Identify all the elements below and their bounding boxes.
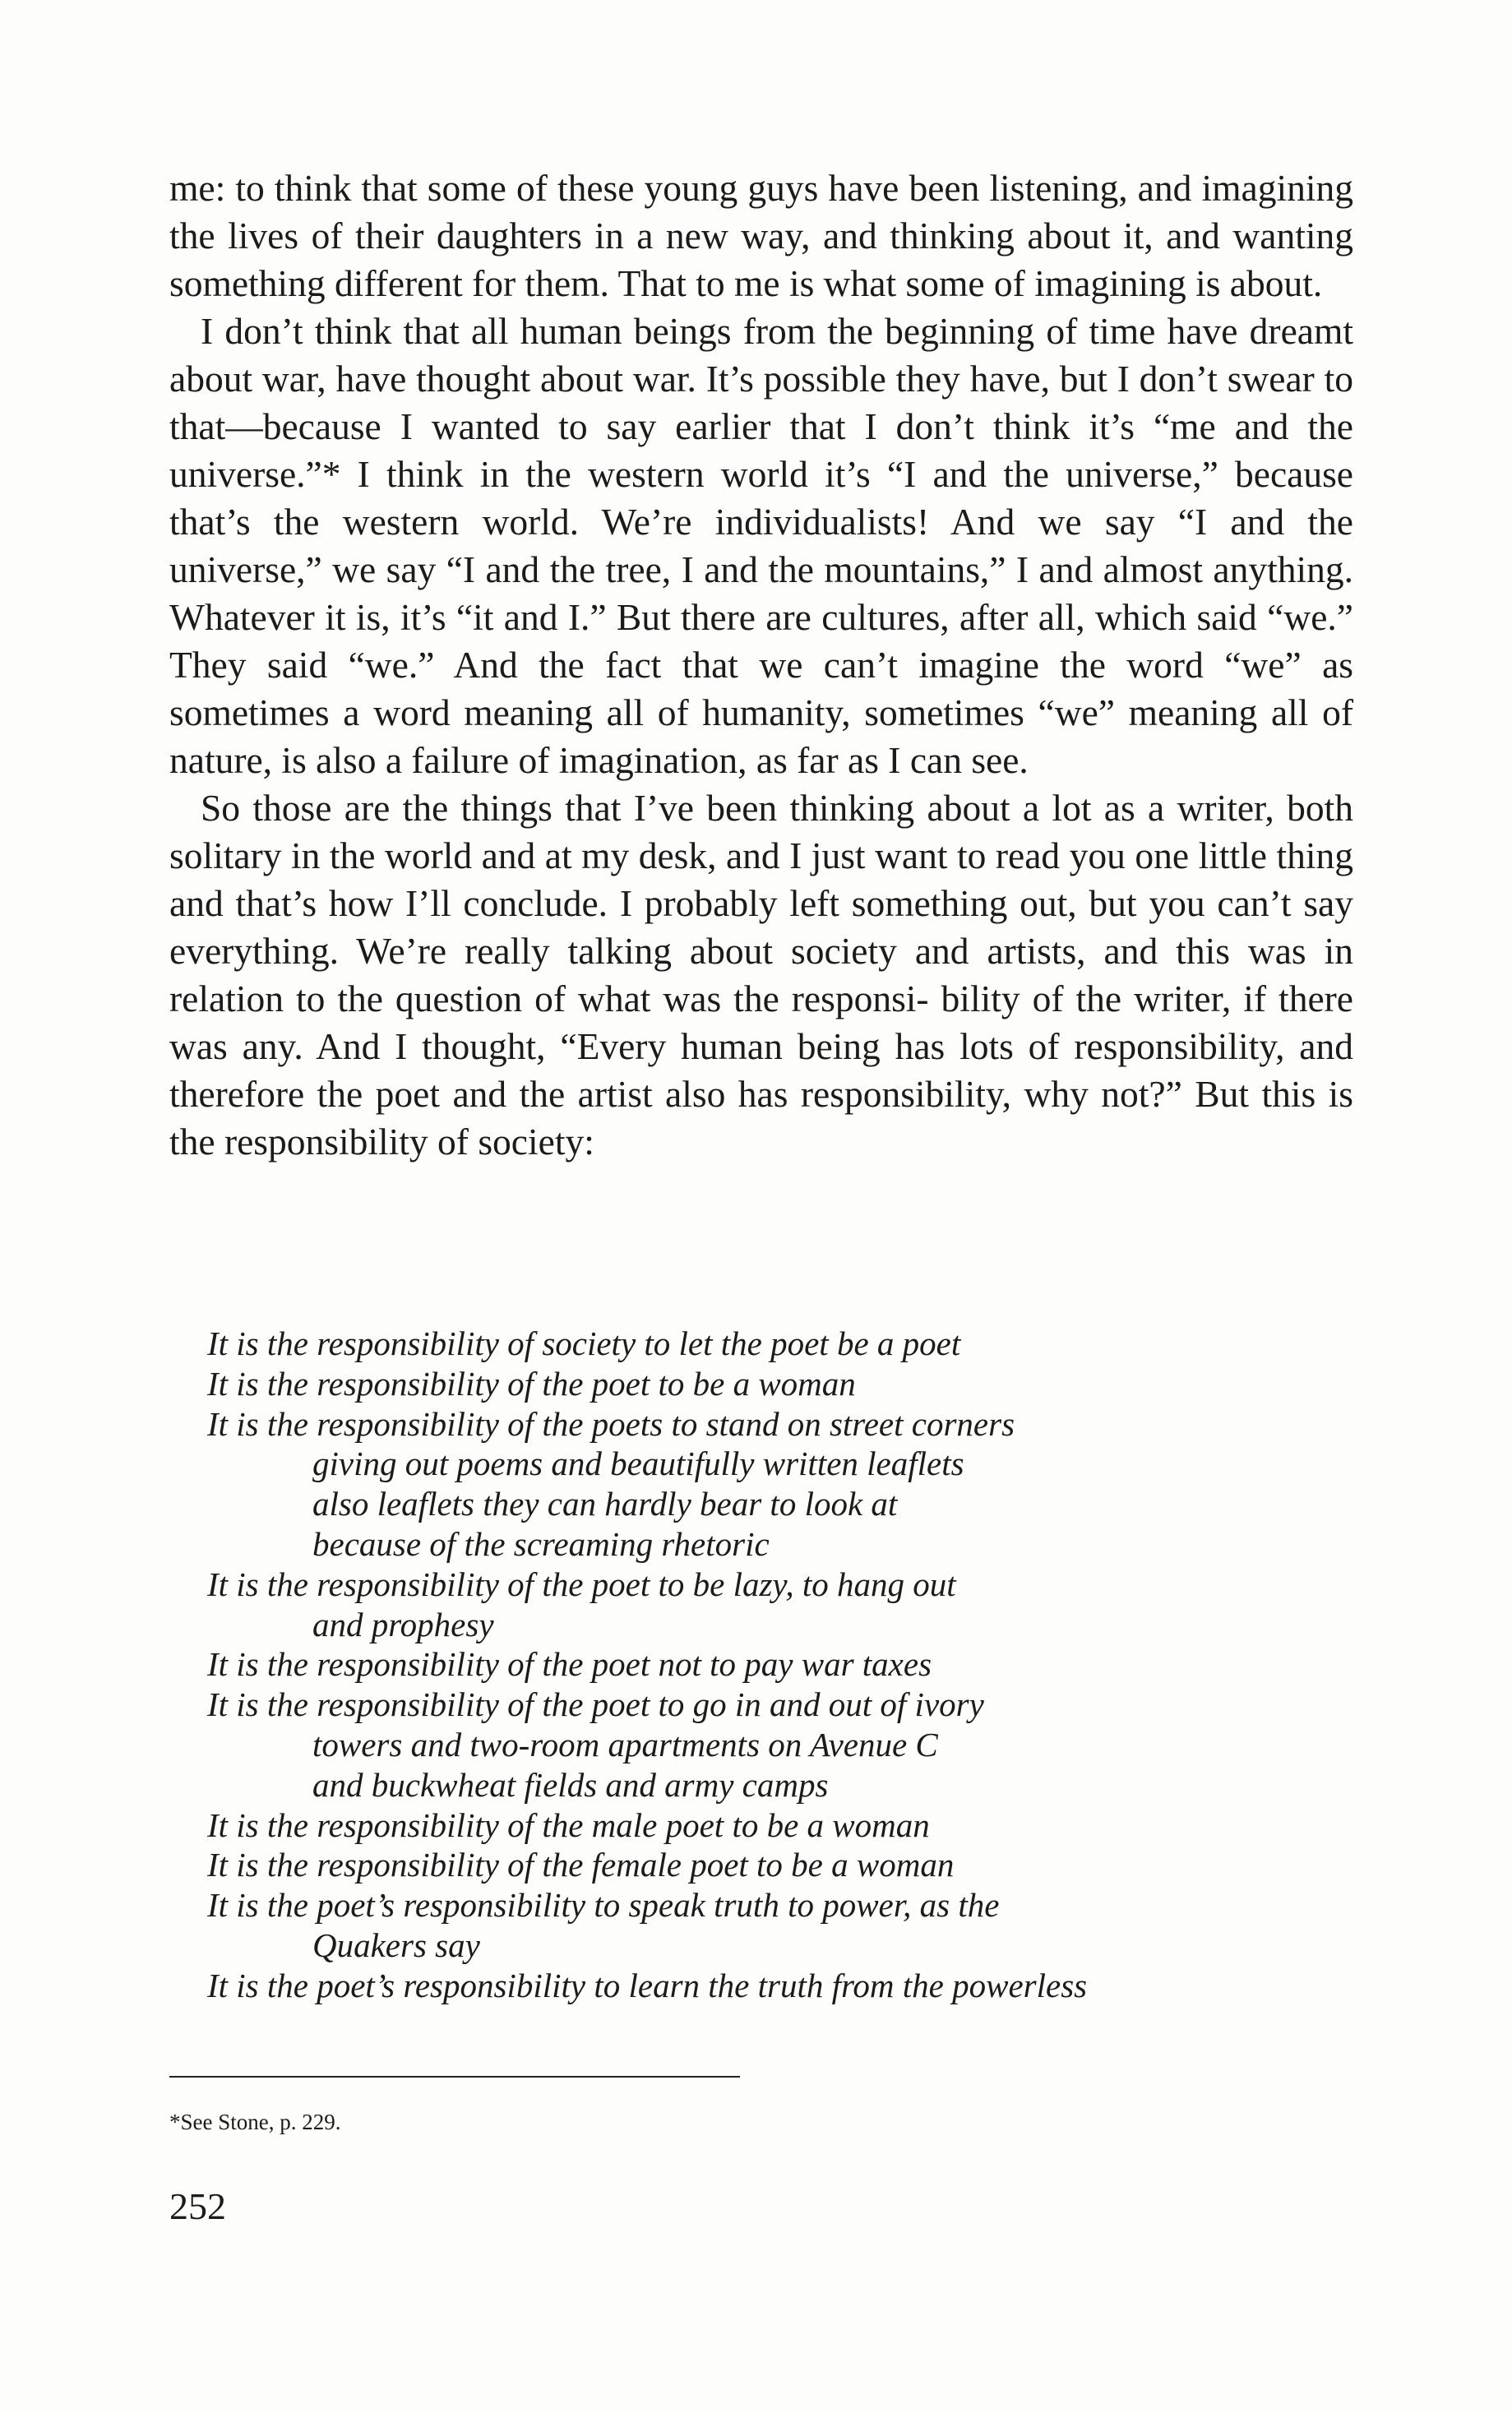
- paragraph: So those are the things that I’ve been thinking about a lot as a writer, both solitary in the world and at my desk, and I just want to read you one little thing and that’s how I’ll conclude. I probably left something out, but you can’t say everything. We’re really talking about society and artists, and this was in relation to the question of what was the responsi- bility of the writer, if there was any. And I thought, “Every human being has lots of responsibility, and therefore the poet and the artist also has responsibility, why not?” But this is the responsibility of society:: [169, 787, 1353, 1163]
- poem-line: It is the responsibility of the poet not to pay war taxes: [207, 1645, 932, 1684]
- body-text: [169, 164, 1353, 1166]
- poem-line: It is the poet’s responsibility to learn the truth from the powerless: [207, 1966, 1088, 2004]
- poem-line: It is the responsibility of the male poet to be a woman: [207, 1805, 930, 1844]
- poem-line: It is the responsibility of the poet to go in and out of ivory: [207, 1685, 984, 1724]
- paragraph-continued: me: to think that some of these young guys have been listening, and imagining the lives of their daughters in a new way, and thinking about it, and wanting something different for them. That to me is what some of imagining is about.: [169, 167, 1353, 304]
- poem-line: It is the poet’s responsibility to speak truth to power, as the: [207, 1886, 1000, 1925]
- poem: [207, 1324, 1342, 2006]
- footnote-divider: [169, 2076, 740, 2078]
- paragraph: I don’t think that all human beings from the beginning of time have dreamt about war, have thought about war. It’s possible they have, but I don’t swear to that—because I wanted to say earlier that I don’t think it’s “me and the universe.”* I think in the western world it’s “I and the universe,” because that’s the western world. We’re individualists! And we say “I and the universe,” we say “I and the tree, I and the mountains,” I and almost anything. Whatever it is, it’s “it and I.” But there are cultures, after all, which said “we.” They said “we.” And the fact that we can’t imagine the word “we” as sometimes a word meaning all of humanity, sometimes “we” meaning all of nature, is also a failure of imagination, as far as I can see.: [169, 310, 1353, 781]
- poem-line-continuation: also leaflets they can hardly bear to look at: [312, 1485, 898, 1523]
- page-number: 252: [169, 2185, 226, 2227]
- poem-line: It is the responsibility of the female poet to be a woman: [207, 1846, 955, 1884]
- poem-line: It is the responsibility of society to let the poet be a poet: [207, 1324, 961, 1362]
- poem-line-continuation: Quakers say: [312, 1925, 480, 1964]
- poem-line: It is the responsibility of the poets to stand on street corners: [207, 1404, 1015, 1443]
- poem-line-continuation: and buckwheat fields and army camps: [312, 1765, 829, 1804]
- poem-line: It is the responsibility of the poet to be a woman: [207, 1364, 856, 1403]
- poem-line-continuation: giving out poems and beautifully written leaflets: [312, 1445, 964, 1483]
- poem-line: It is the responsibility of the poet to be lazy, to hang out: [207, 1565, 956, 1603]
- poem-line-continuation: because of the screaming rhetoric: [312, 1524, 770, 1563]
- poem-line-continuation: towers and two-room apartments on Avenue C: [312, 1725, 938, 1764]
- poem-line-continuation: and prophesy: [312, 1605, 494, 1643]
- footnote: *See Stone, p. 229.: [169, 2110, 341, 2134]
